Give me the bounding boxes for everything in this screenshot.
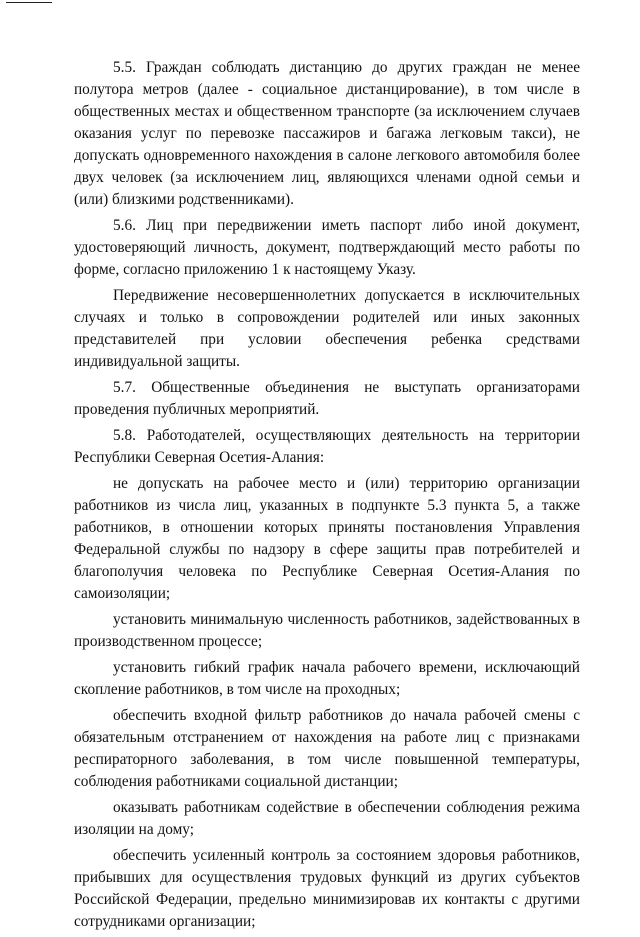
list-item-health-control: обеспечить усиленный контроль за состоянием здоровья работников, прибывших для осуществления трудовых функций из других субъектов Российской Федерации, предельно минимизировав их контакты с другими сотрудниками организации; <box>74 847 580 930</box>
list-item-flexible-schedule: установить гибкий график начала рабочего времени, исключающий скопление работников, в том числе на проходных; <box>74 659 580 698</box>
paragraph-5-7: 5.7. Общественные объединения не выступать организаторами проведения публичных мероприятий. <box>74 379 580 418</box>
paragraph-minors-movement: Передвижение несовершеннолетних допускается в исключительных случаях и только в сопровождении родителей или иных законных представителей при условии обеспечения ребенка средствами индивидуальной защиты. <box>74 287 580 370</box>
list-item-home-isolation: оказывать работникам содействие в обеспечении соблюдения режима изоляции на дому; <box>74 799 580 838</box>
list-item-min-staff: установить минимальную численность работников, задействованных в производственном процессе; <box>74 611 580 650</box>
paragraph-5-6: 5.6. Лиц при передвижении иметь паспорт либо иной документ, удостоверяющий личность, документ, подтверждающий место работы по форме, согласно приложению 1 к настоящему Указу. <box>74 217 580 278</box>
paragraph-5-5: 5.5. Граждан соблюдать дистанцию до других граждан не менее полутора метров (далее - социальное дистанцирование), в том числе в общественных местах и общественном транспорте (за исключением случаев оказания услуг по перевозке пассажиров и багажа легковым такси), не допускать одновременного нахождения в салоне легкового автомобиля более двух человек (за исключением лиц, являющихся членами одной семьи и (или) близкими родственниками). <box>74 59 580 208</box>
list-item-entry-filter: обеспечить входной фильтр работников до начала рабочей смены с обязательным отстранением от нахождения на работе лиц с признаками респираторного заболевания, в том числе повышенной температуры, соблюдения работниками социальной дистанции; <box>74 707 580 790</box>
list-item-no-access: не допускать на рабочее место и (или) территорию организации работников из числа лиц, указанных в подпункте 5.3 пункта 5, а также работников, в отношении которых приняты постановления Управления Федеральной службы по надзору в сфере защиты прав потребителей и благополучия человека по Республике Северная Осетия-Алания по самоизоляции; <box>74 475 580 602</box>
paragraph-5-8: 5.8. Работодателей, осуществляющих деятельность на территории Республики Северная Осетия-Алания: <box>74 427 580 466</box>
document-body <box>74 57 580 937</box>
top-edge-rule <box>6 2 52 3</box>
